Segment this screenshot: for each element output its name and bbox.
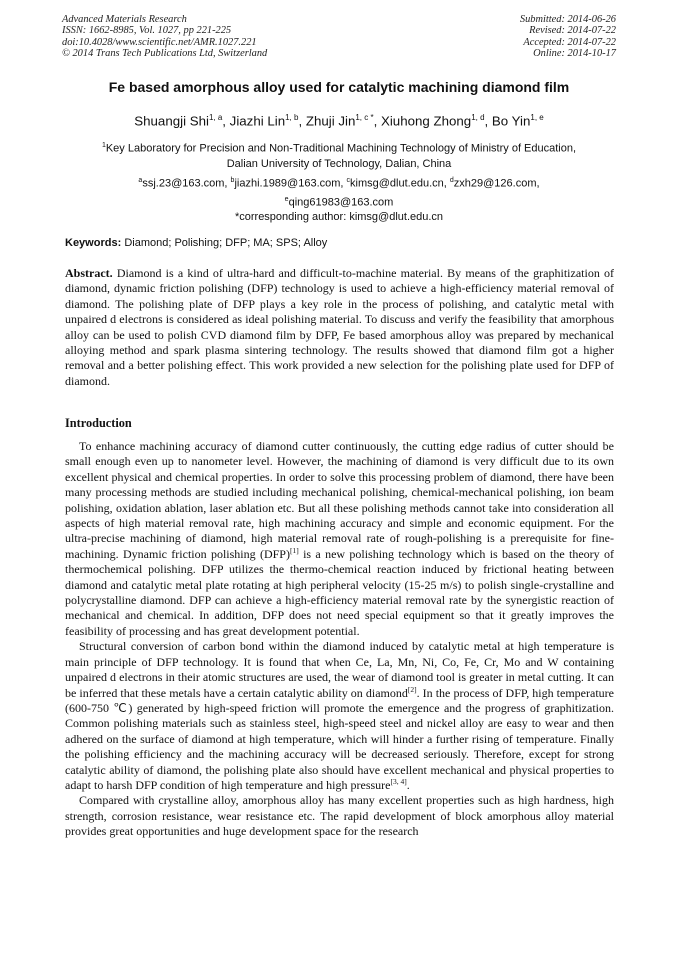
author-name: Bo Yin: [491, 113, 531, 129]
journal-issn: ISSN: 1662-8985, Vol. 1027, pp 221-225: [62, 25, 232, 37]
author-name: Zhuji Jin: [305, 113, 356, 129]
author-list: Shuangji Shi$^{1, a}$, Jiazhi Lin$^{1, b}$, Zhuji Jin$^{1, c *}$, Xiuhong Zhong$^{1, d}$, Bo Yin$^{1, e}$: [134, 113, 544, 129]
paragraph: Compared with crystalline alloy, amorphous alloy has many excellent properties such as high hardness, high strength, corrosion resistance, wear resistance etc. The rapid development of block amorphous alloy material provides great opportunities and huge development space for the research: [65, 793, 614, 839]
email-link[interactable]: zxh29@126.com: [453, 177, 537, 190]
author-emails: $^a$ssj.23@163.com, $^b$jiazhi.1989@163.com, $^c$kimsg@dlut.edu.cn, $^d$zxh29@126.com, $^e$qing61983@163.com *corresponding author: kimsg@dlut.edu.cn: [30, 173, 648, 225]
date-submitted: Submitted: 2014-06-26: [519, 14, 616, 25]
author-name: Jiazhi Lin: [229, 113, 286, 129]
publication-dates: [520, 14, 616, 60]
author-name: Shuangji Shi: [134, 113, 209, 129]
email-mark: a: [138, 177, 143, 184]
paragraph: [65, 639, 614, 793]
abstract-text: Diamond is a kind of ultra-hard and difficult-to-machine material. By means of the graphitization of diamond, dynamic friction polishing (DFP) technology is used to achieve a high-efficiency material removal of diamond. The polishing plate of DFP plays a key role in the process of polishing, and catalytic metal with unpaired d electrons is considered as ideal polishing material. To discuss and verify the feasibility that amorphous alloy can be used to polish CVD diamond film by DFP, Fe based amorphous alloy was prepared by mechanical alloying method and spark plasma sintering technology. The results showed that diamond film got a higher removal and a better polishing effect. This work provided a new selection for the polishing plate used for DFP of diamond.: [65, 266, 614, 388]
paper-title: Fe based amorphous alloy used for catalytic machining diamond film: [108, 79, 570, 95]
corresponding-author: *corresponding author: kimsg@dlut.edu.cn: [234, 211, 444, 224]
paragraph-text: . In the process of DFP, high temperature (600-750 ℃) generated by high-speed friction will promote the emergence and the progress of graphitization. Common polishing materials such as stainless steel, high-speed steel and nickel alloy are easy to wear and then adhered on the surface of diamond at high temperature, which will hinder a further rising of temperature. Finally the polishing efficiency and the machining accuracy will be decreased seriously. Therefore, except for strong catalytic ability of diamond, the polishing plate also should have excellent mechanical and physical properties to adapt to harsh DFP condition of high temperature and high pressure: [65, 685, 614, 792]
section-heading: Introduction: [65, 416, 132, 430]
paragraph-text: To enhance machining accuracy of diamond cutter continuously, the cutting edge radius of cutter should be small enough even up to nanometer level. However, the machining of diamond is very difficult due to its own excellent physical and chemical properties. In order to solve this processing problem of diamond, there have been many processing methods are studied including mechanical polishing, chemical-mechanical polishing, ion beam polishing, oxidation ablation, laser ablation etc. But all these polishing methods cannot take into consideration all aspects of high material removal rate, high machining accuracy and simple and economic equipment. For the ultra-precise machining of diamond, high material removal rate of rough-polishing is a prerequisite for fine-machining. Dynamic friction polishing (DFP): [65, 439, 614, 561]
date-revised: Revised: 2014-07-22: [529, 25, 616, 37]
affiliation-mark: 1: [101, 142, 106, 149]
citation[interactable]: [1]: [289, 545, 299, 555]
author-affiliation-mark: 1, c *: [355, 113, 374, 122]
author-affiliation-mark: 1, b: [285, 113, 299, 122]
paragraph-text: is a new polishing technology which is based on the theory of thermochemical polishing. DFP utilizes the thermo-chemical reaction induced by frictional heating between diamond and catalytic metal plate rotating at high peripheral velocity (15-25 m/s) to polish single-crystalline and polycrystalline diamond. DFP can achieve a high-efficiency material removal rate by the synergistic reaction of mechanical and chemical. In addition, DFP does not need special equipment so that it greatly improves the feasibility of processing and has great development potential.: [65, 546, 615, 638]
email-mark: d: [449, 177, 454, 184]
keywords: [65, 237, 327, 249]
author-affiliation-mark: 1, a: [208, 113, 223, 122]
email-link[interactable]: ssj.23@163.com: [142, 177, 225, 190]
author-affiliation-mark: 1, e: [530, 113, 544, 122]
date-accepted: Accepted: 2014-07-22: [523, 36, 616, 48]
email-link[interactable]: kimsg@dlut.edu.cn: [350, 177, 444, 190]
keywords-label: Keywords:: [65, 237, 122, 249]
journal-copyright: © 2014 Trans Tech Publications Ltd, Switzerland: [62, 48, 268, 60]
affiliation-line: Key Laboratory for Precision and Non-Traditional Machining Technology of Ministry of Education,: [105, 142, 577, 155]
keywords-text: Diamond; Polishing; DFP; MA; SPS; Alloy: [124, 237, 328, 249]
journal-info: [62, 14, 267, 60]
email-mark: c: [346, 177, 351, 184]
paragraph-text: Structural conversion of carbon bond within the diamond induced by catalytic metal at high temperature is main principle of DFP technology. It is found that when Ce, La, Mn, Ni, Co, Fe, Cr, Mo and W containing unpaired d electrons in their atomic structures are used, the wear of diamond tool is greater in metal cutting. It can be inferred that these metals have a certain catalytic ability on diamond: [65, 639, 614, 700]
author-name: Xiuhong Zhong: [380, 113, 472, 129]
affiliation: [40, 138, 638, 172]
email-link[interactable]: jiazhi.1989@163.com: [234, 177, 341, 190]
journal-doi[interactable]: doi:10.4028/www.scientific.net/AMR.1027.221: [62, 36, 257, 48]
citation[interactable]: [3, 4]: [390, 776, 407, 786]
citation[interactable]: [2]: [407, 684, 417, 694]
abstract: [65, 266, 614, 389]
introduction-body: [65, 439, 614, 840]
journal-name: Advanced Materials Research: [62, 14, 187, 25]
email-link[interactable]: qing61983@163.com: [288, 196, 394, 209]
email-mark: e: [284, 195, 289, 203]
author-affiliation-mark: 1, d: [471, 113, 485, 122]
affiliation-line: Dalian University of Technology, Dalian, China: [226, 157, 452, 170]
paragraph: [65, 439, 614, 639]
abstract-label: Abstract.: [65, 266, 113, 280]
email-mark: b: [230, 177, 235, 184]
date-online: Online: 2014-10-17: [533, 48, 616, 60]
paragraph-text: .: [406, 777, 410, 792]
